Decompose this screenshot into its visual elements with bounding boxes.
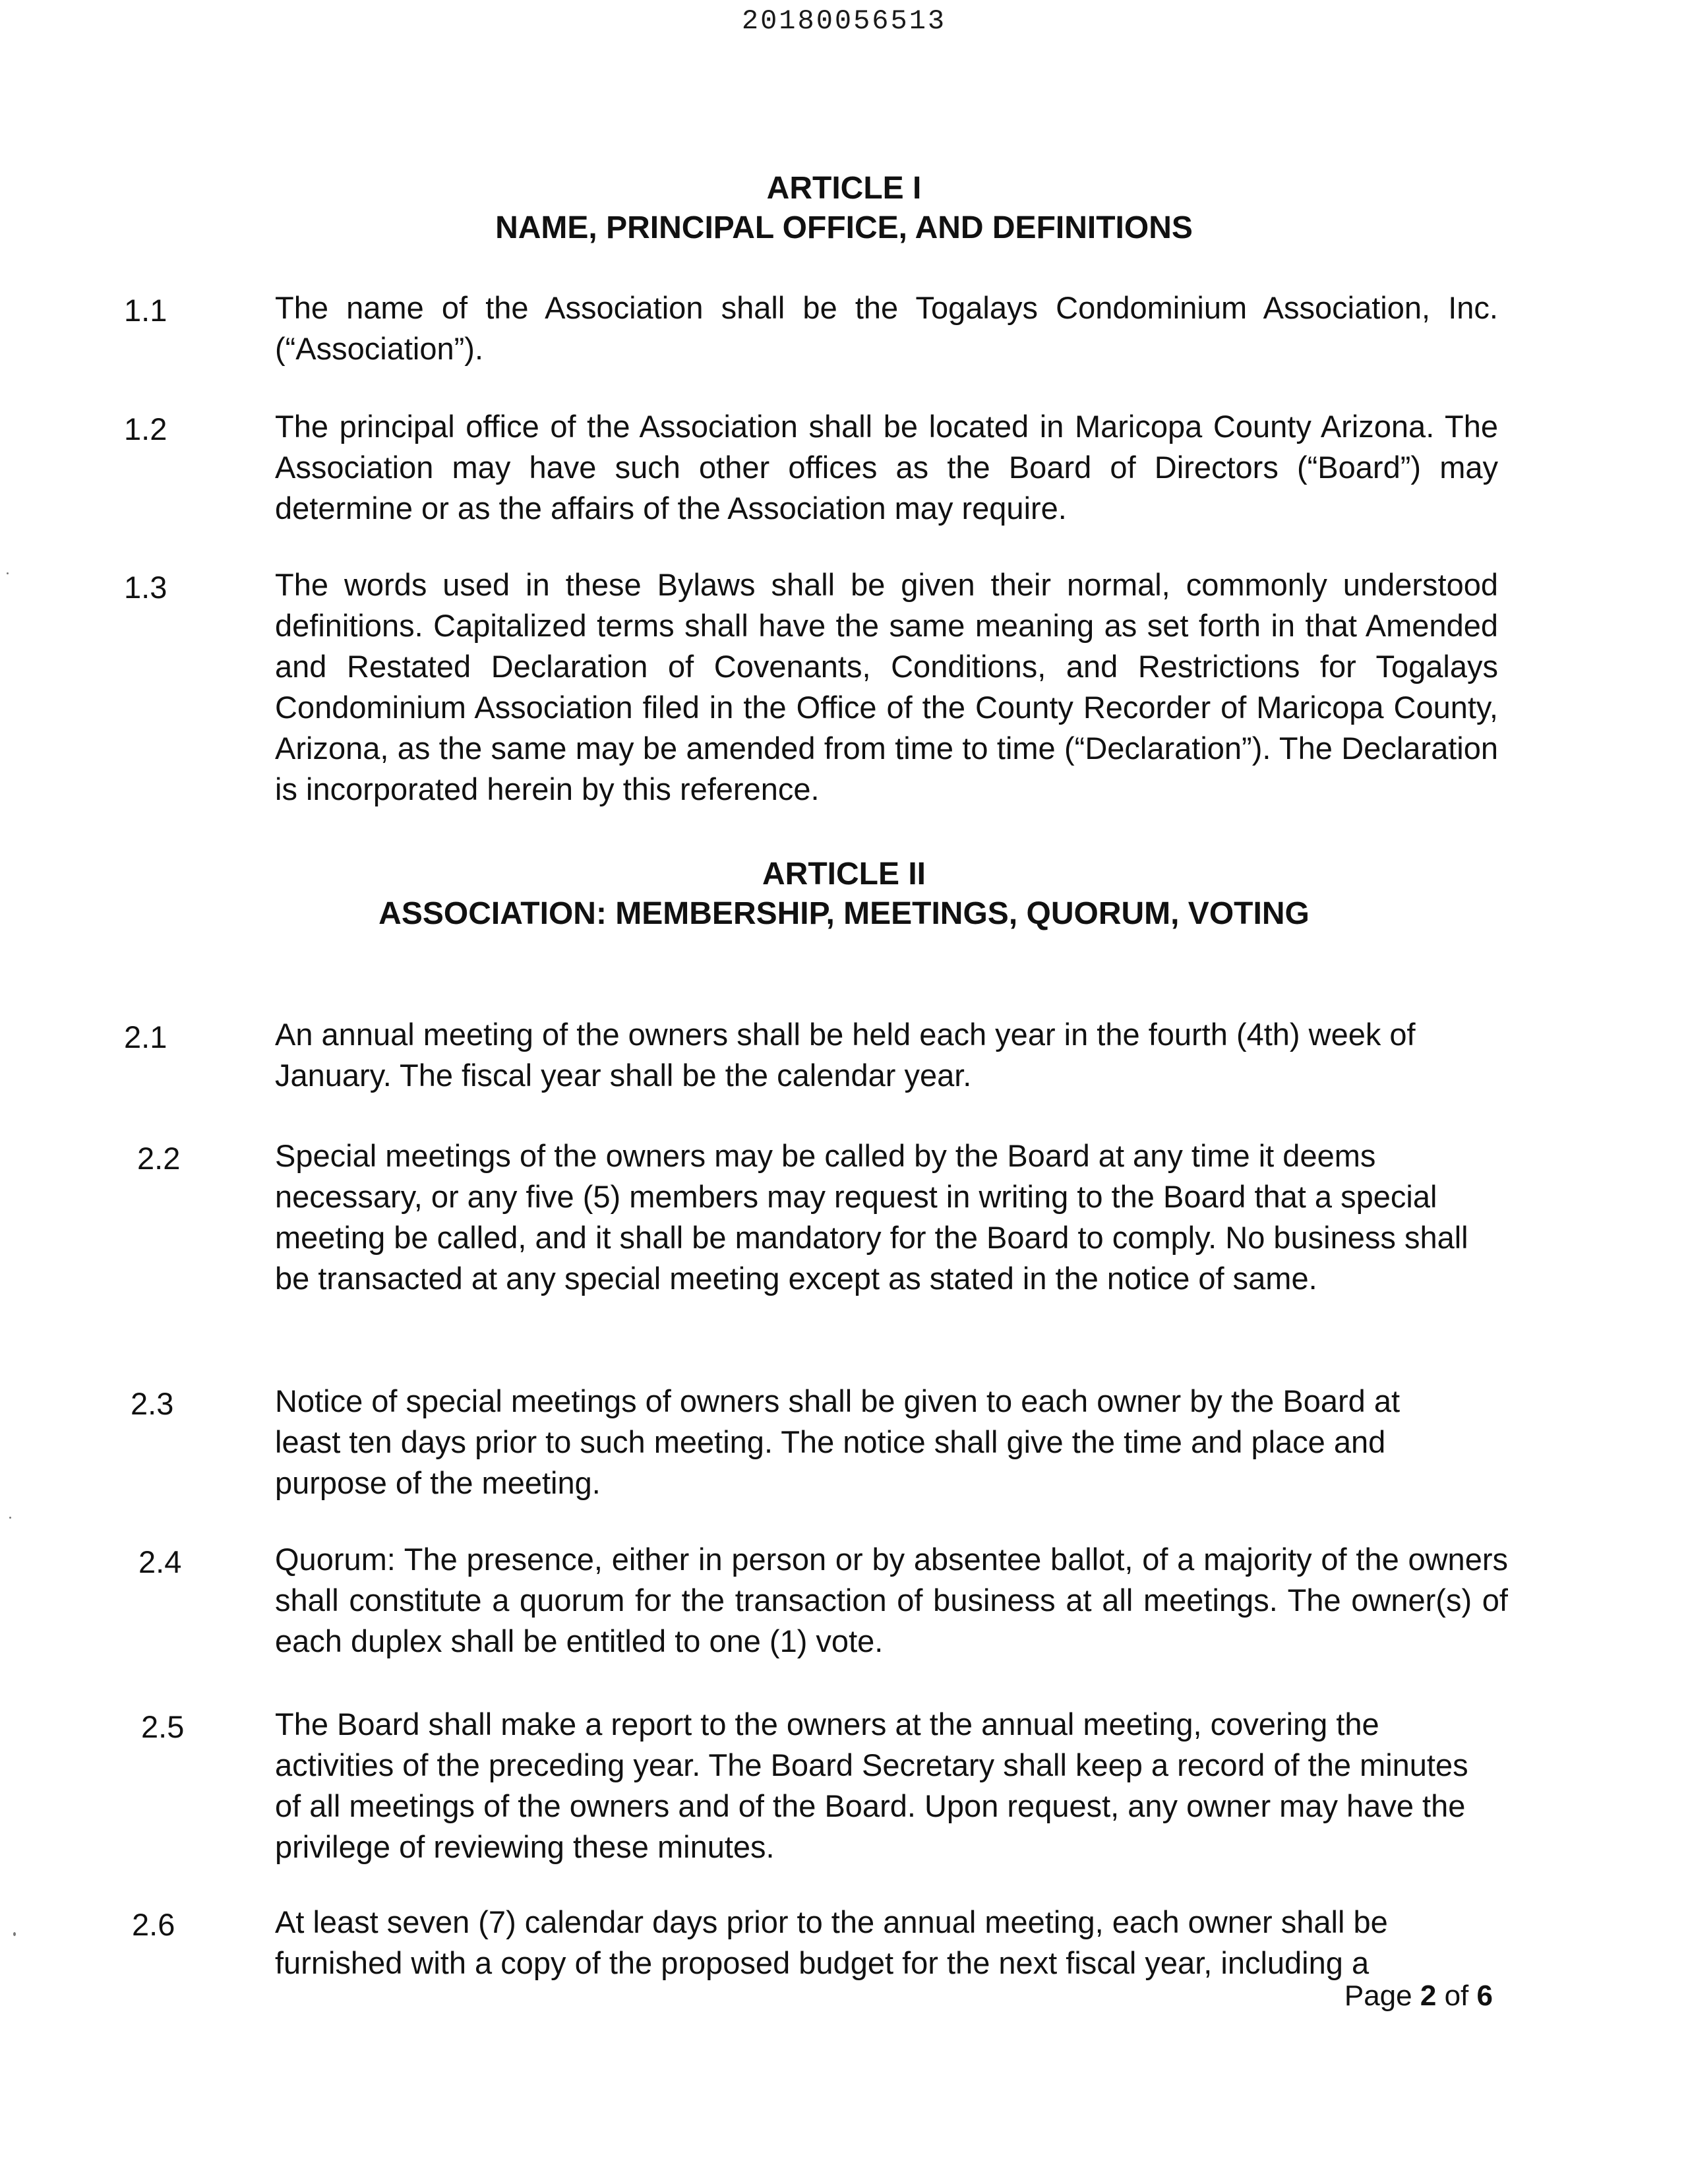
section-number: 2.3 <box>131 1386 174 1421</box>
article-2-subtitle: ASSOCIATION: MEMBERSHIP, MEETINGS, QUORUM, VOTING <box>378 896 1310 931</box>
section-number: 2.5 <box>141 1709 185 1744</box>
section-number: 2.2 <box>137 1141 181 1176</box>
article-2-title: ARTICLE II <box>762 857 926 892</box>
section-number: 2.1 <box>124 1019 167 1054</box>
section-text: The principal office of the Association shall be located in Maricopa County Arizona. The Association may have such other offices as the Board of Directors (“Board”) may determine or as the affairs of the Association may require. <box>275 409 1498 526</box>
page-number: 2 <box>1420 1980 1437 2012</box>
scan-speck <box>13 1932 16 1936</box>
article-1-subtitle: NAME, PRINCIPAL OFFICE, AND DEFINITIONS <box>495 210 1193 245</box>
document-number: 20180056513 <box>741 5 947 37</box>
section-number: 2.6 <box>132 1907 175 1942</box>
section-text: An annual meeting of the owners shall be held each year in the fourth (4th) week of January. The fiscal year shall be the calendar year. <box>275 1017 1416 1093</box>
section-number: 2.4 <box>138 1544 182 1579</box>
section-number: 1.1 <box>124 293 167 328</box>
section-text: The name of the Association shall be the Togalays Condominium Association, Inc. (“Association”). <box>275 290 1498 366</box>
scan-speck <box>9 1517 11 1519</box>
page-indicator <box>1344 1980 1493 2013</box>
section-number: 1.2 <box>124 411 167 446</box>
article-1-heading <box>0 169 1688 248</box>
section-number: 1.3 <box>124 570 167 605</box>
section-text: Quorum: The presence, either in person or by absentee ballot, of a majority of the owners shall constitute a quorum for the transaction of business at all meetings. The owner(s) of each duplex shall be entitled to one (1) vote. <box>275 1542 1508 1658</box>
section-text: At least seven (7) calendar days prior to the annual meeting, each owner shall be furnished with a copy of the proposed budget for the next fiscal year, including a <box>275 1904 1388 1980</box>
of-label: of <box>1444 1980 1469 2012</box>
section-text: The words used in these Bylaws shall be given their normal, commonly understood definitions. Capitalized terms shall have the same meaning as set forth in that Amended and Restated Declaration of Covenants, Conditions, and Restrictions for Togalays Condominium Association filed in the Office of the County Recorder of Maricopa County, Arizona, as the same may be amended from time to time (“Declaration”). The Declaration is incorporated herein by this reference. <box>275 567 1498 806</box>
section-text: The Board shall make a report to the owners at the annual meeting, covering the activities of the preceding year. The Board Secretary shall keep a record of the minutes of all meetings of the owners and of the Board. Upon request, any owner may have the privilege of reviewing these minutes. <box>275 1707 1468 1864</box>
section-text: Notice of special meetings of owners shall be given to each owner by the Board at least ten days prior to such meeting. The notice shall give the time and place and purpose of the meeting. <box>275 1383 1401 1500</box>
article-1-title: ARTICLE I <box>766 171 922 206</box>
page-total: 6 <box>1476 1980 1493 2012</box>
section-text: Special meetings of the owners may be called by the Board at any time it deems necessary, or any five (5) members may request in writing to the Board that a special meeting be called, and it shall be mandatory for the Board to comply. No business shall be transacted at any special meeting except as stated in the notice of same. <box>275 1138 1468 1296</box>
page-label: Page <box>1344 1980 1412 2012</box>
article-2-heading <box>0 855 1688 934</box>
scan-speck <box>7 572 9 574</box>
